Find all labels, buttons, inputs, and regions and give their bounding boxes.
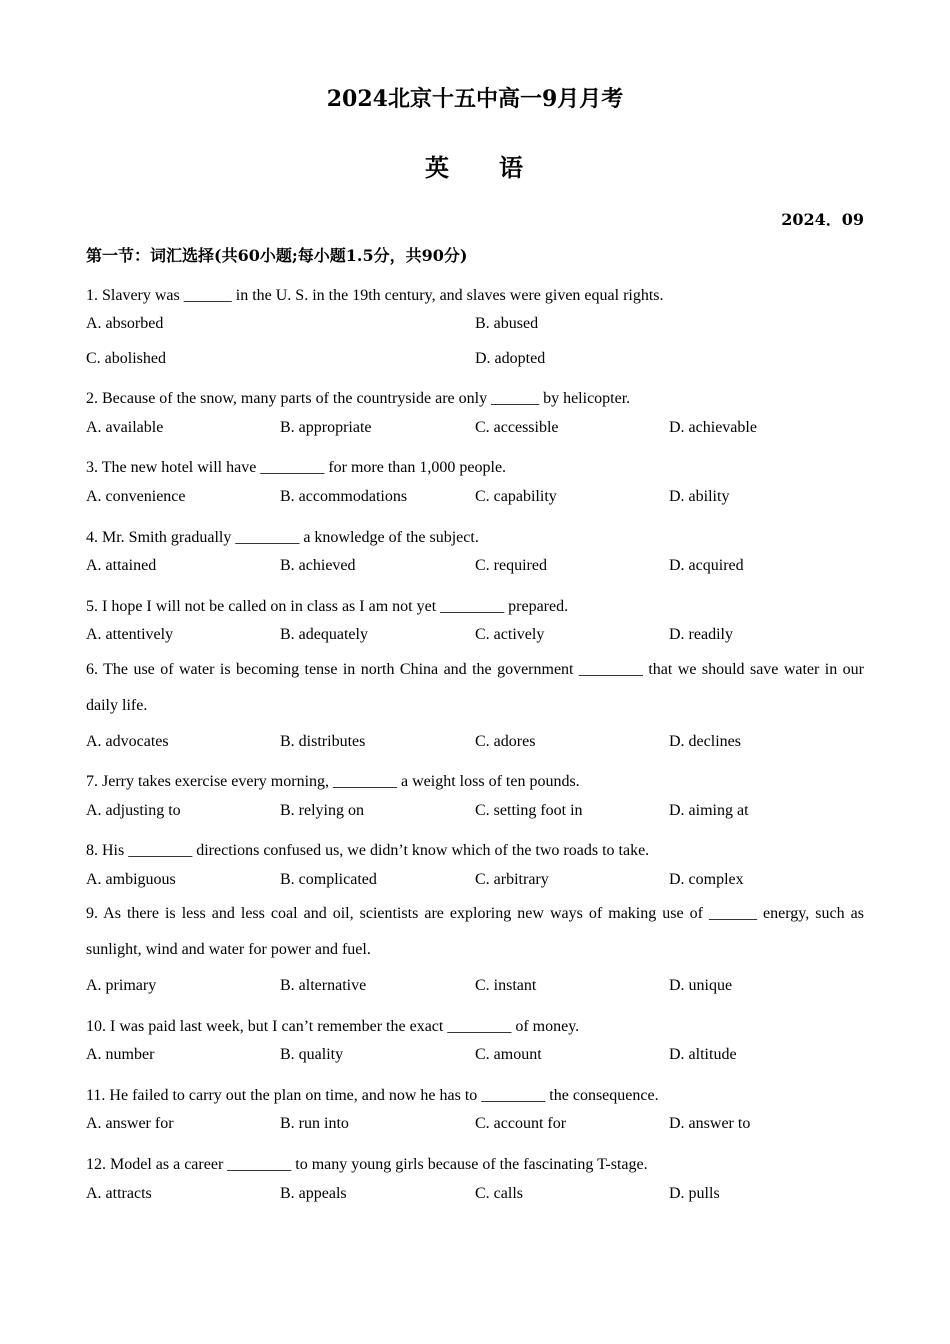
option: D. acquired (669, 557, 744, 574)
option: C. setting foot in (475, 802, 583, 819)
option: D. readily (669, 626, 733, 643)
option: D. complex (669, 871, 744, 888)
option: A. attained (86, 557, 157, 574)
option: A. available (86, 419, 164, 436)
option: A. convenience (86, 488, 186, 505)
options-1 (86, 315, 864, 339)
question-8: 8. His ________ directions confused us, we didn’t know which of the two roads to take. (86, 842, 650, 859)
exam-title: 2024北京十五中高一9月月考 (326, 86, 624, 112)
option: B. adequately (280, 626, 368, 643)
option: C. required (475, 557, 547, 574)
option: D. adopted (475, 350, 546, 367)
option: B. distributes (280, 733, 366, 750)
option: C. capability (475, 488, 557, 505)
question-5: 5. I hope I will not be called on in class as I am not yet ________ prepared. (86, 598, 569, 615)
option: C. accessible (475, 419, 559, 436)
option: C. arbitrary (475, 871, 549, 888)
option: D. answer to (669, 1115, 751, 1132)
option: C. instant (475, 977, 537, 994)
question-3: 3. The new hotel will have ________ for more than 1,000 people. (86, 459, 507, 476)
option: C. calls (475, 1185, 523, 1202)
options-9 (86, 977, 864, 1001)
option: A. ambiguous (86, 871, 176, 888)
question-2: 2. Because of the snow, many parts of the countryside are only ______ by helicopter. (86, 390, 631, 407)
option: C. account for (475, 1115, 567, 1132)
subject-char: 语 (499, 153, 525, 182)
question-7: 7. Jerry takes exercise every morning, ________ a weight loss of ten pounds. (86, 773, 580, 790)
option: C. amount (475, 1046, 542, 1063)
option: B. complicated (280, 871, 377, 888)
subject-char: 英 (425, 153, 451, 182)
options-11 (86, 1115, 864, 1139)
option: B. abused (475, 315, 539, 332)
option: A. primary (86, 977, 157, 994)
options-7 (86, 802, 864, 826)
option: C. adores (475, 733, 536, 750)
option: B. relying on (280, 802, 364, 819)
option: A. adjusting to (86, 802, 181, 819)
option: D. altitude (669, 1046, 737, 1063)
options-2 (86, 419, 864, 443)
option: D. pulls (669, 1185, 720, 1202)
option: B. appropriate (280, 419, 372, 436)
option: D. aiming at (669, 802, 749, 819)
question-1: 1. Slavery was ______ in the U. S. in the 19th century, and slaves were given equal rights. (86, 287, 664, 304)
question-11: 11. He failed to carry out the plan on time, and now he has to ________ the consequence. (86, 1087, 659, 1104)
options-8 (86, 871, 864, 895)
option: C. actively (475, 626, 545, 643)
option: D. declines (669, 733, 741, 750)
option: D. unique (669, 977, 733, 994)
options-6 (86, 733, 864, 757)
question-6: 6. The use of water is becoming tense in north China and the government ________ that we should save water in our daily life. (86, 661, 864, 714)
question-12: 12. Model as a career ________ to many young girls because of the fascinating T-stage. (86, 1156, 648, 1173)
options-1b (86, 350, 864, 374)
question-10: 10. I was paid last week, but I can’t remember the exact ________ of money. (86, 1018, 580, 1035)
options-5 (86, 626, 864, 650)
option: B. accommodations (280, 488, 408, 505)
option: B. quality (280, 1046, 344, 1063)
subject-heading (0, 148, 950, 183)
question-4: 4. Mr. Smith gradually ________ a knowledge of the subject. (86, 529, 479, 546)
option: B. alternative (280, 977, 367, 994)
options-10 (86, 1046, 864, 1070)
option: B. appeals (280, 1185, 347, 1202)
section-heading: 第一节：词汇选择(共60小题;每小题1.5分，共90分) (86, 246, 468, 265)
option: A. answer for (86, 1115, 174, 1132)
option: A. advocates (86, 733, 169, 750)
option: D. achievable (669, 419, 757, 436)
question-9: 9. As there is less and less coal and oil, scientists are exploring new ways of making use of ______ energy, such as sunlight, wind and water for power and fuel. (86, 905, 864, 958)
option: A. absorbed (86, 315, 164, 332)
option: A. attracts (86, 1185, 152, 1202)
option: A. attentively (86, 626, 174, 643)
options-12 (86, 1185, 864, 1209)
options-3 (86, 488, 864, 512)
option: A. number (86, 1046, 155, 1063)
option: B. achieved (280, 557, 356, 574)
exam-date: 2024．09 (781, 210, 864, 229)
option: C. abolished (86, 350, 166, 367)
option: B. run into (280, 1115, 349, 1132)
options-4 (86, 557, 864, 581)
option: D. ability (669, 488, 730, 505)
